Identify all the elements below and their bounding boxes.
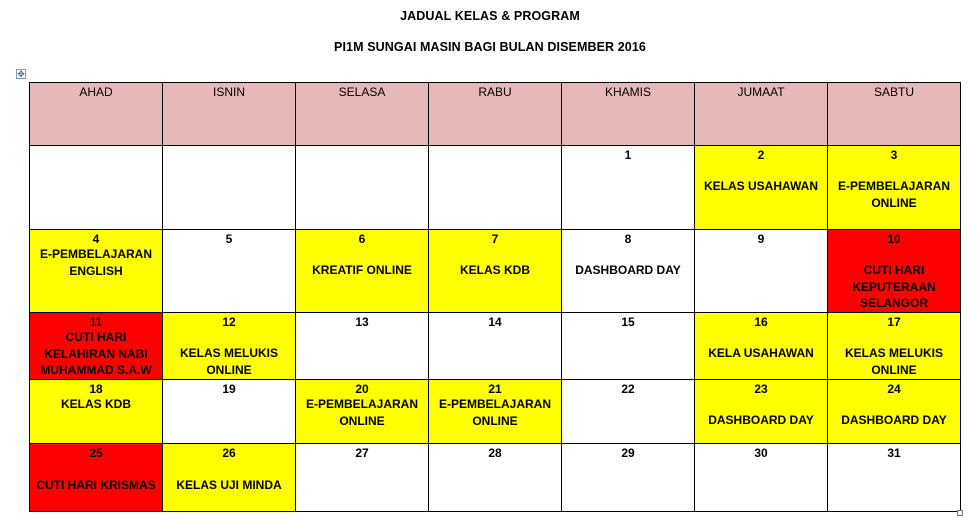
- day-cell: [30, 380, 163, 444]
- day-cell: [296, 230, 429, 313]
- day-cell: [163, 146, 296, 230]
- day-number: 14: [488, 315, 502, 329]
- day-cell: [163, 230, 296, 313]
- day-cell: [30, 444, 163, 512]
- day-number: 29: [621, 446, 635, 460]
- event-label: E-PEMBELAJARAN ENGLISH: [39, 247, 152, 278]
- day-number: 4: [92, 232, 100, 246]
- day-number: 7: [491, 232, 499, 246]
- day-cell: [429, 230, 562, 313]
- day-number: 17: [887, 315, 901, 329]
- day-cell: [429, 146, 562, 230]
- day-cell: [828, 313, 961, 380]
- day-number: 21: [488, 382, 502, 396]
- day-cell: [296, 146, 429, 230]
- day-number: 15: [621, 315, 635, 329]
- day-cell: [163, 444, 296, 512]
- day-cell: [828, 380, 961, 444]
- weekday-ahad: AHAD: [30, 83, 163, 146]
- day-number: 26: [222, 446, 236, 460]
- day-cell: [30, 146, 163, 230]
- day-number: 8: [624, 232, 632, 246]
- event-label: KELAS UJI MINDA: [176, 478, 282, 492]
- day-cell: [562, 380, 695, 444]
- week-row-5: [30, 444, 961, 512]
- weekday-rabu: RABU: [429, 83, 562, 146]
- weekday-khamis: KHAMIS: [562, 83, 695, 146]
- day-number: 30: [754, 446, 768, 460]
- day-number: 9: [757, 232, 765, 246]
- day-cell: [296, 313, 429, 380]
- day-cell: [429, 444, 562, 512]
- document-subtitle: PI1M SUNGAI MASIN BAGI BULAN DISEMBER 2016: [334, 40, 646, 54]
- weekday-header-row: [30, 83, 961, 146]
- day-cell: [695, 146, 828, 230]
- day-cell: [828, 444, 961, 512]
- day-number: 31: [887, 446, 901, 460]
- event-label: KELAS MELUKIS ONLINE: [844, 346, 943, 377]
- weekday-jumaat: JUMAAT: [695, 83, 828, 146]
- event-label: CUTI HARI KEPUTERAAN SELANGOR: [852, 263, 936, 310]
- day-number: 22: [621, 382, 635, 396]
- day-number: 13: [355, 315, 369, 329]
- event-label: KELAS USAHAWAN: [703, 179, 818, 193]
- day-number: 24: [887, 382, 901, 396]
- event-label: KELAS KDB: [459, 263, 530, 277]
- week-row-2: [30, 230, 961, 313]
- day-number: 2: [757, 148, 765, 162]
- day-number: 10: [887, 232, 901, 246]
- event-label: KELAS MELUKIS ONLINE: [179, 346, 278, 377]
- event-label: DASHBOARD DAY: [708, 413, 814, 427]
- weekday-selasa: SELASA: [296, 83, 429, 146]
- day-number: 19: [222, 382, 236, 396]
- day-number: 1: [624, 148, 632, 162]
- week-row-4: [30, 380, 961, 444]
- move-cross-icon[interactable]: ✥: [17, 69, 25, 79]
- week-row-1: [30, 146, 961, 230]
- day-number: 16: [754, 315, 768, 329]
- day-number: 20: [355, 382, 369, 396]
- day-cell: [296, 380, 429, 444]
- event-label: CUTI HARI KELAHIRAN NABI MUHAMMAD S.A.W: [40, 330, 152, 377]
- day-number: 23: [754, 382, 768, 396]
- day-cell: [429, 380, 562, 444]
- day-number: 28: [488, 446, 502, 460]
- day-number: 12: [222, 315, 236, 329]
- day-cell: [695, 230, 828, 313]
- event-label: DASHBOARD DAY: [841, 413, 947, 427]
- calendar-table: [29, 82, 961, 512]
- event-label: KREATIF ONLINE: [312, 263, 412, 277]
- event-label: E-PEMBELAJARAN ONLINE: [438, 397, 551, 428]
- event-label: KELA USAHAWAN: [708, 346, 814, 360]
- day-number: 25: [89, 446, 103, 460]
- day-cell: [828, 146, 961, 230]
- day-cell: [30, 313, 163, 380]
- day-cell: [695, 444, 828, 512]
- event-label: CUTI HARI KRISMAS: [36, 478, 156, 492]
- day-number: 5: [225, 232, 233, 246]
- day-number: 27: [355, 446, 369, 460]
- day-cell: [562, 146, 695, 230]
- day-cell: [562, 230, 695, 313]
- document-title: JADUAL KELAS & PROGRAM: [400, 9, 580, 23]
- weekday-sabtu: SABTU: [828, 83, 961, 146]
- day-number: 3: [890, 148, 898, 162]
- day-cell: [562, 313, 695, 380]
- event-label: DASHBOARD DAY: [575, 263, 681, 277]
- day-cell: [429, 313, 562, 380]
- day-cell: [30, 230, 163, 313]
- day-number: 6: [358, 232, 366, 246]
- day-cell: [695, 313, 828, 380]
- day-cell: [296, 444, 429, 512]
- day-cell: [695, 380, 828, 444]
- event-label: E-PEMBELAJARAN ONLINE: [837, 179, 950, 210]
- day-cell: [163, 380, 296, 444]
- weekday-isnin: ISNIN: [163, 83, 296, 146]
- day-cell: [163, 313, 296, 380]
- day-cell: [562, 444, 695, 512]
- week-row-3: [30, 313, 961, 380]
- event-label: E-PEMBELAJARAN ONLINE: [305, 397, 418, 428]
- day-number: 11: [89, 315, 103, 329]
- day-number: 18: [89, 382, 103, 396]
- event-label: KELAS KDB: [60, 397, 131, 411]
- day-cell: [828, 230, 961, 313]
- table-resize-handle[interactable]: [957, 510, 963, 516]
